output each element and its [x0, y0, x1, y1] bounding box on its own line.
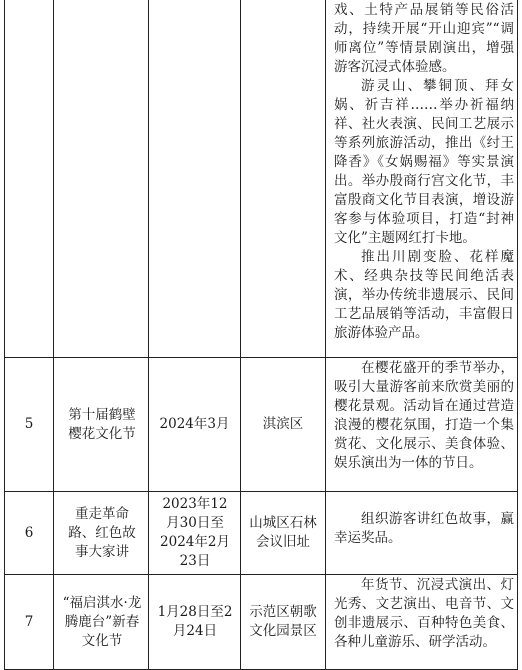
row-index: 6	[24, 524, 34, 541]
description-paragraph: 组织游客讲红色故事，赢幸运奖品。	[334, 511, 514, 546]
description-paragraph: 年货节、沉浸式演出、灯光秀、文艺演出、电音节、文创非遗展示、百种特色美食、各种儿童游乐、研学活动。	[334, 577, 514, 650]
event-time: 2024年3月	[159, 416, 230, 432]
event-time: 1月28日至2月24日	[157, 604, 233, 639]
event-time: 2023年12月30日至2024年2月23日	[160, 496, 230, 569]
row-index: 7	[24, 613, 34, 630]
table-border-right	[517, 0, 518, 670]
description-paragraph: 游灵山、攀铜顶、拜女娲、祈吉祥……举办祈福纳祥、社火表演、民间工艺展示等系列旅游活动，推出《纣王降香》《女娲赐福》等实景演出。举办殷商行宫文化节，丰富殷商文化节目表演，增设游客参与体验项目，打造“封神文化”主题网红打卡地。	[334, 78, 514, 246]
description-paragraph: 戏、土特产品展销等民俗活动，持续开展“开山迎宾”“调师离位”等情景剧演出，增强游客沉浸式体验感。	[334, 2, 514, 75]
event-name: “福启淇水·龙腾鹿台”新春文化节	[62, 594, 142, 649]
continued-description	[334, 1, 514, 343]
column-divider	[148, 0, 149, 670]
column-divider	[240, 0, 241, 670]
event-location: 山城区石林会议旧址	[249, 515, 317, 550]
event-location: 示范区朝歌文化园景区	[249, 604, 317, 639]
events-table	[4, 0, 518, 670]
event-name: 重走革命路、红色故事大家讲	[68, 505, 136, 560]
event-description	[334, 510, 514, 548]
event-description	[334, 576, 514, 652]
description-paragraph: 推出川剧变脸、花样魔术、经典杂技等民间绝活表演，举办传统非遗展示、民间工艺品展销等活动，丰富假日旅游体验产品。	[334, 249, 514, 341]
description-paragraph: 在樱花盛开的季节举办，吸引大量游客前来欣赏美丽的樱花景观。活动旨在通过营造浪漫的樱花氛围，打造一个集赏花、文化展示、美食体验、娱乐演出为一体的节日。	[334, 360, 514, 471]
event-description	[334, 359, 514, 473]
column-divider	[53, 0, 54, 670]
event-name: 第十届鹤壁樱花文化节	[68, 406, 136, 442]
column-divider	[325, 0, 326, 670]
event-location: 淇滨区	[262, 416, 304, 432]
row-index: 5	[24, 416, 34, 432]
